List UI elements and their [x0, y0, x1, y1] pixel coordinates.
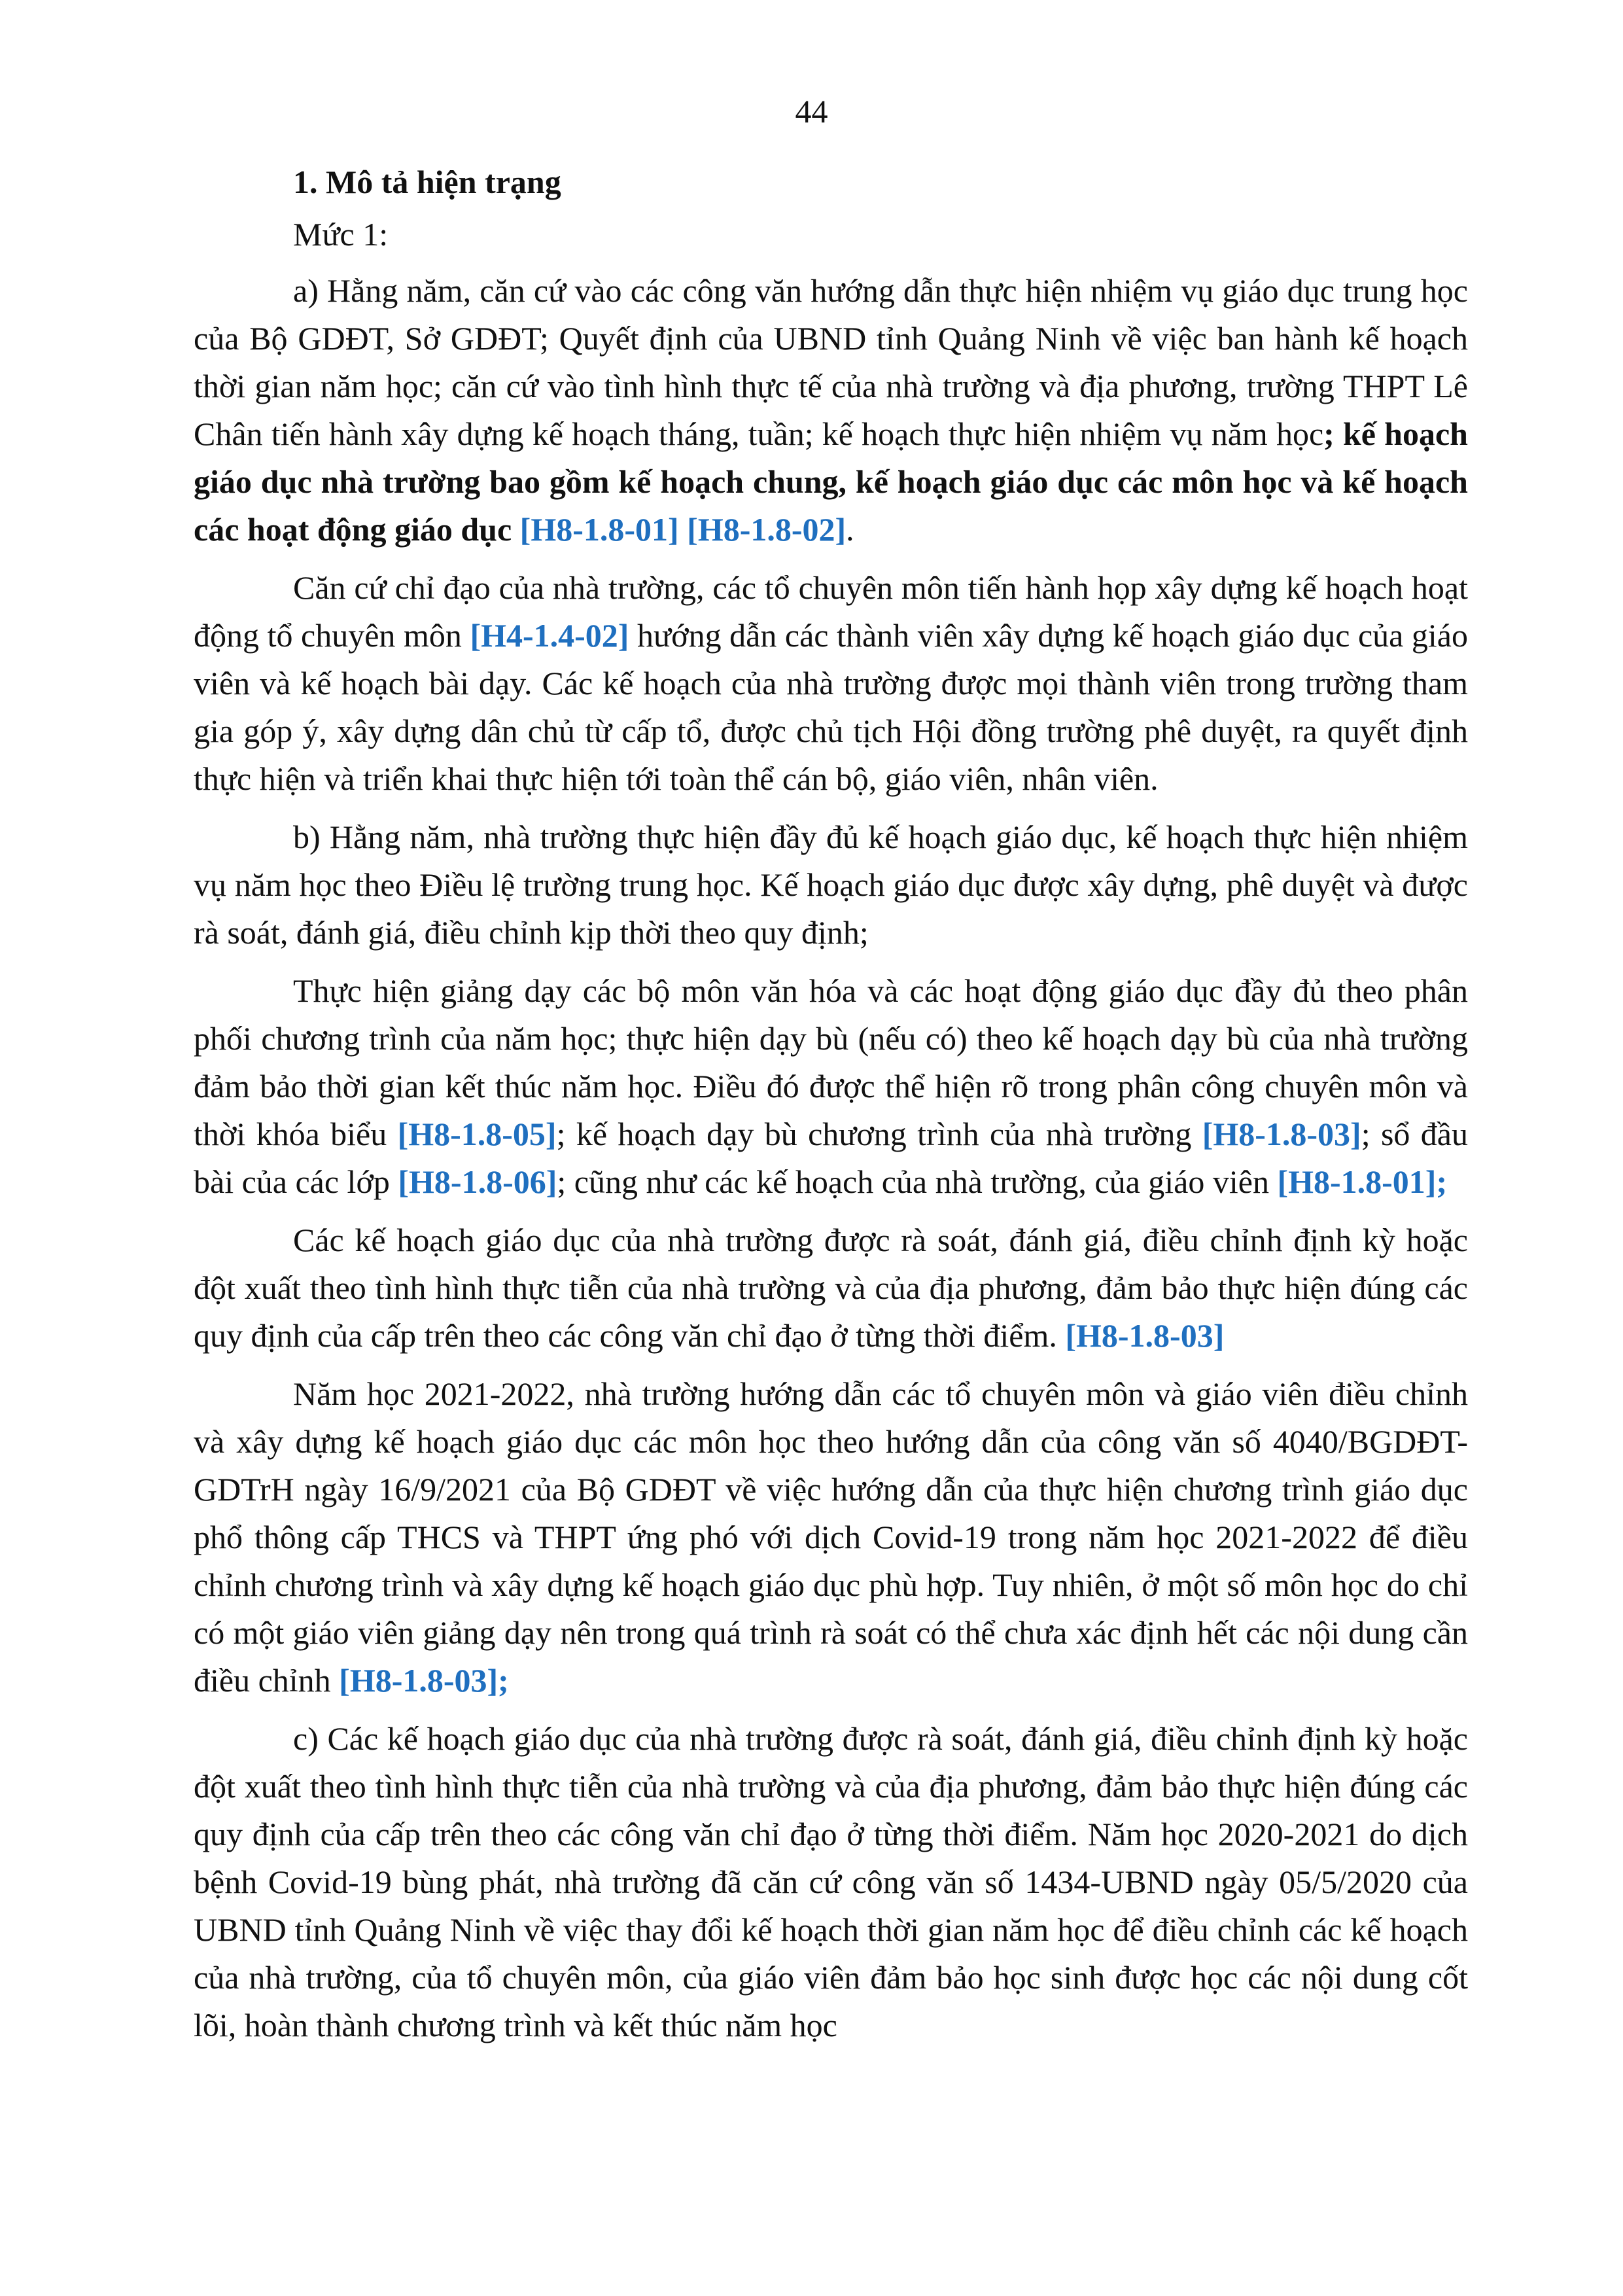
paragraph-text: hướng dẫn các thành viên xây dựng kế hoạch giáo dục của giáo viên và kế hoạch bài dạy. Các kế hoạch của nhà trường được mọi thành viên trong trường tham gia góp ý, xây dựng dân chủ từ cấp tổ, được chủ tịch Hội đồng trường phê duyệt, ra quyết định thực hiện và triển khai thực hiện tới toàn thể cán bộ, giáo viên, nhân viên. [194, 617, 1469, 797]
evidence-reference: [H8-1.8-03] [1202, 1116, 1361, 1152]
paragraph-text: ; kế hoạch dạy bù chương trình của nhà trường [556, 1116, 1202, 1152]
paragraph-review [194, 1216, 1468, 1360]
paragraph-teaching [194, 967, 1468, 1206]
paragraph-text: Thực hiện giảng dạy các bộ môn văn hóa và các hoạt động giáo dục đầy đủ theo phân phối chương trình của năm học; thực hiện dạy bù (nếu có) theo kế hoạch dạy bù của nhà trường đảm bảo thời gian kết thúc năm học. Điều đó được thể hiện rõ trong phân công chuyên môn và thời khóa biểu [194, 972, 1468, 1152]
paragraph-text: . [846, 511, 854, 548]
paragraph-text: Các kế hoạch giáo dục của nhà trường được rà soát, đánh giá, điều chỉnh định kỳ hoặc đột xuất theo tình hình thực tiễn của nhà trường và của địa phương, đảm bảo thực hiện đúng các quy định của cấp trên theo các công văn chỉ đạo ở từng thời điểm. [194, 1222, 1468, 1354]
paragraph-text [679, 511, 688, 548]
paragraph-c: c) Các kế hoạch giáo dục của nhà trường được rà soát, đánh giá, điều chỉnh định kỳ hoặc đột xuất theo tình hình thực tiễn của nhà trường và của địa phương, đảm bảo thực hiện đúng các quy định của cấp trên theo các công văn chỉ đạo ở từng thời điểm. Năm học 2020-2021 do dịch bệnh Covid-19 bùng phát, nhà trường đã căn cứ công văn số 1434-UBND ngày 05/5/2020 của UBND tỉnh Quảng Ninh về việc thay đổi kế hoạch thời gian năm học để điều chỉnh các kế hoạch của nhà trường, của tổ chuyên môn, của giáo viên đảm bảo học sinh được học các nội dung cốt lõi, hoàn thành chương trình và kết thúc năm học [194, 1720, 1468, 2043]
evidence-reference: [H8-1.8-06] [398, 1163, 557, 1200]
level-label: Mức 1: [293, 216, 389, 253]
evidence-reference: [H8-1.8-03] [1065, 1317, 1225, 1354]
paragraph-text: Năm học 2021-2022, nhà trường hướng dẫn các tổ chuyên môn và giáo viên điều chỉnh và xây dựng kế hoạch giáo dục các môn học theo hướng dẫn của công văn số 4040/BGDĐT-GDTrH ngày 16/9/2021 của Bộ GDĐT về việc hướng dẫn của thực hiện chương trình giáo dục phổ thông cấp THCS và THPT ứng phó với dịch Covid-19 trong năm học 2021-2022 để điều chỉnh chương trình và xây dựng kế hoạch giáo dục phù hợp. Tuy nhiên, ở một số môn học do chỉ có một giáo viên giảng dạy nên trong quá trình rà soát có thể chưa xác định hết các nội dung cần điều chỉnh [194, 1375, 1468, 1699]
paragraph-direction [194, 564, 1468, 803]
evidence-reference: [H4-1.4-02] [470, 617, 629, 654]
paragraph-2021-2022 [194, 1370, 1468, 1704]
section-heading: 1. Mô tả hiện trạng [293, 164, 561, 200]
evidence-reference: [H8-1.8-01]; [1277, 1163, 1448, 1200]
paragraph-text: Căn cứ chỉ đạo của nhà trường, các tổ chuyên môn tiến hành họp xây dựng kế hoạch hoạt động tổ chuyên môn [194, 569, 1468, 654]
evidence-reference: [H8-1.8-01] [519, 511, 679, 548]
page-number: 44 [795, 93, 828, 130]
paragraph-a [194, 267, 1468, 554]
document-body [194, 162, 1468, 2060]
paragraph-text: ; cũng như các kế hoạch của nhà trường, của giáo viên [557, 1163, 1278, 1200]
paragraph-b: b) Hằng năm, nhà trường thực hiện đầy đủ kế hoạch giáo dục, kế hoạch thực hiện nhiệm vụ năm học theo Điều lệ trường trung học. Kế hoạch giáo dục được xây dựng, phê duyệt và được rà soát, đánh giá, điều chỉnh kịp thời theo quy định; [194, 819, 1468, 951]
paragraph-text: a) Hằng năm, căn cứ vào các công văn hướng dẫn thực hiện nhiệm vụ giáo dục trung học của Bộ GDĐT, Sở GDĐT; Quyết định của UBND tỉnh Quảng Ninh về việc ban hành kế hoạch thời gian năm học; căn cứ vào tình hình thực tế của nhà trường và địa phương, trường THPT Lê Chân tiến hành xây dựng kế hoạch tháng, tuần; kế hoạch thực hiện nhiệm vụ năm học [194, 272, 1468, 452]
evidence-reference: [H8-1.8-05] [397, 1116, 557, 1152]
paragraph-text: ; sổ đầu bài của các lớp [194, 1116, 1468, 1200]
bold-semicolon: ; kế hoạch giáo dục nhà trường bao gồm kế hoạch chung, kế hoạch giáo dục các môn học và kế hoạch các hoạt động giáo dục [194, 415, 1468, 548]
evidence-reference: [H8-1.8-03]; [339, 1662, 509, 1699]
evidence-reference: [H8-1.8-02] [687, 511, 846, 548]
